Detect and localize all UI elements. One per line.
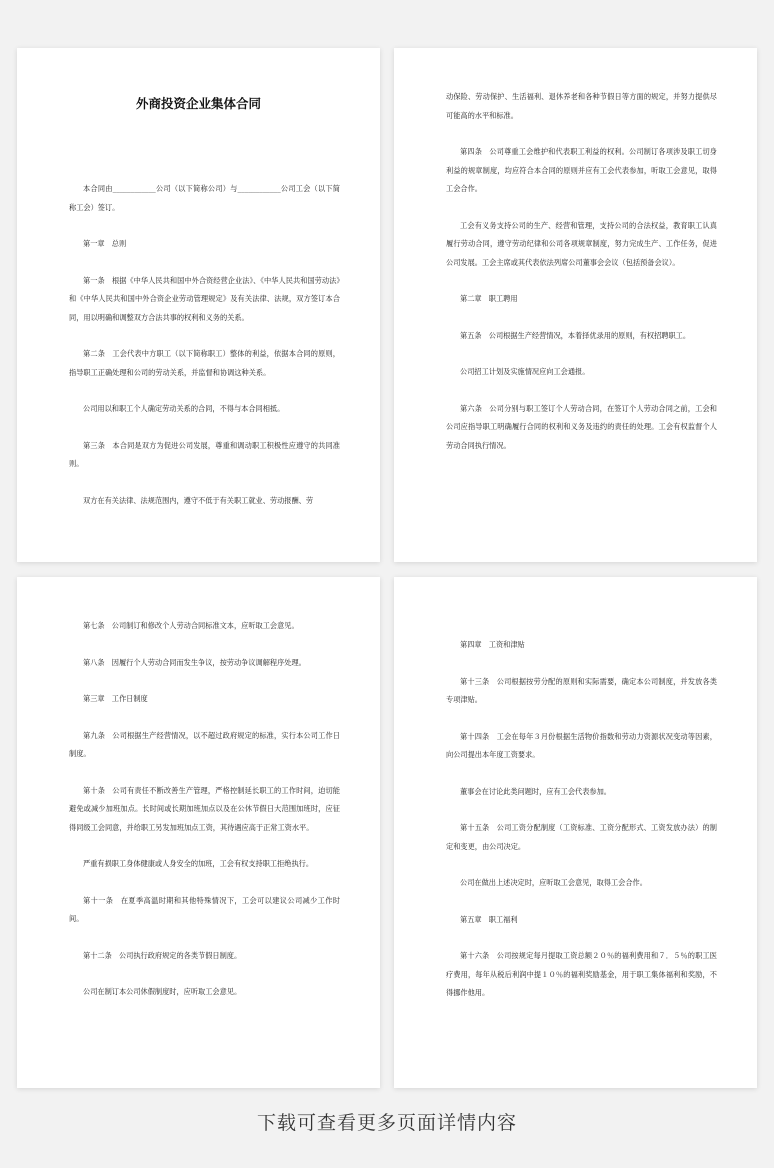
chapter-heading: 第三章 工作日制度 <box>83 694 148 703</box>
download-more-prompt: 下载可查看更多页面详情内容 <box>256 1112 517 1134</box>
article-paragraph: 第八条 因履行个人劳动合同而发生争议，按劳动争议调解程序处理。 <box>83 657 306 667</box>
article-paragraph: 第六条 公司分别与职工签订个人劳动合同，在签订个人劳动合同之前，工会和公司应指导职工明确履行合同的权利和义务及违约的责任的处理。工会有权监督个人劳动合同执行情况。 <box>446 403 717 450</box>
article-paragraph: 第十三条 公司根据按劳分配的原则和实际需要，确定本公司制度，并发放各类专项津贴。 <box>446 676 717 704</box>
article-paragraph: 第二条 工会代表中方职工（以下简称职工）整体的利益，依据本合同的原则，指导职工正确处理和公司的劳动关系，并监督和协调这种关系。 <box>69 349 340 377</box>
article-paragraph: 公司在制订本公司休假制度时，应听取工会意见。 <box>83 987 242 996</box>
article-paragraph: 双方在有关法律、法规范围内，遵守不低于有关职工就业、劳动报酬、劳 <box>83 495 314 505</box>
article-paragraph: 第十四条 工会在每年３月份根据生活物价指数和劳动力资源状况变动等因素，向公司提出本年度工资要求。 <box>446 731 717 759</box>
article-paragraph: 公司在做出上述决定时，应听取工会意见，取得工会合作。 <box>460 878 647 887</box>
contract-parties: 本合同由____________公司（以下简称公司）与____________公司工会（以下简称工会）签订。 <box>69 184 340 212</box>
article-paragraph: 第十六条 公司按规定每月提取工资总额２０％的福利费用和７．５％的职工医疗费用，每年从税后利润中提１０％的福利奖励基金，用于职工集体福利和奖励，不得挪作他用。 <box>446 951 717 997</box>
article-paragraph: 动保险、劳动保护、生活福利、退休养老和各种节假日等方面的规定，并努力提供尽可能高的水平和标准。 <box>446 92 717 120</box>
article-paragraph: 严重有损职工身体健康或人身安全的加班，工会有权支持职工拒绝执行。 <box>83 859 314 868</box>
article-paragraph: 工会有义务支持公司的生产、经营和管理，支持公司的合法权益，教育职工认真履行劳动合同，遵守劳动纪律和公司各项规章制度，努力完成生产、工作任务，促进公司发展。工会主席或其代表依法列席公司董事会会议（包括预备会议）。 <box>446 220 717 267</box>
article-paragraph: 第三条 本合同是双方为促进公司发展，尊重和调动职工积极性应遵守的共同准则。 <box>69 440 340 468</box>
article-paragraph: 第十条 公司有责任不断改善生产管理，严格控制延长职工的工作时间，迫切能避免或减少加班加点。长时间或长期加班加点以及在公休节假日大范围加班时，应征得同级工会同意，并给职工另发加班加点工资，其待遇应高于正常工资水平。 <box>69 785 340 832</box>
article-paragraph: 第五条 公司根据生产经营情况，本着择优录用的原则，有权招聘职工。 <box>460 330 691 340</box>
article-paragraph: 董事会在讨论此类问题时，应有工会代表参加。 <box>460 786 611 796</box>
chapter-heading: 第五章 职工福利 <box>460 914 518 924</box>
document-page-4 <box>394 577 757 1088</box>
article-paragraph: 第七条 公司制订和修改个人劳动合同标准文本，应听取工会意见。 <box>83 621 299 630</box>
article-paragraph: 第十一条 在夏季高温时期和其他特殊情况下，工会可以建议公司减少工作时间。 <box>69 895 340 923</box>
document-page-3 <box>17 577 380 1088</box>
chapter-heading: 第一章 总则 <box>83 239 127 248</box>
article-paragraph: 第十二条 公司执行政府规定的各类节假日制度。 <box>83 950 242 960</box>
article-paragraph: 第一条 根据《中华人民共和国中外合资经营企业法》、《中华人民共和国劳动法》和《中华人民共和国中外合资企业劳动管理规定》及有关法律、法规，双方签订本合同，用以明确和调整双方合法共事的权利和义务的关系。 <box>69 275 340 322</box>
document-title: 外商投资企业集体合同 <box>135 96 261 111</box>
article-paragraph: 公司用以和职工个人确定劳动关系的合同，不得与本合同相抵。 <box>83 404 285 413</box>
article-paragraph: 第九条 公司根据生产经营情况，以不超过政府规定的标准，实行本公司工作日制度。 <box>69 730 340 758</box>
document-page-1 <box>17 48 380 562</box>
chapter-heading: 第四章 工资和津贴 <box>460 640 525 649</box>
document-page-2 <box>394 48 757 562</box>
chapter-heading: 第二章 职工聘用 <box>460 294 518 303</box>
article-paragraph: 第四条 公司尊重工会维护和代表职工利益的权利。公司制订各项涉及职工切身利益的规章制度，均应符合本合同的原则并应有工会代表参加，听取工会意见，取得工会合作。 <box>446 147 717 193</box>
article-paragraph: 第十五条 公司工资分配制度（工资标准、工资分配形式、工资发放办法）的制定和变更，由公司决定。 <box>446 823 717 851</box>
article-paragraph: 公司招工计划及实施情况应向工会通报。 <box>460 367 590 376</box>
